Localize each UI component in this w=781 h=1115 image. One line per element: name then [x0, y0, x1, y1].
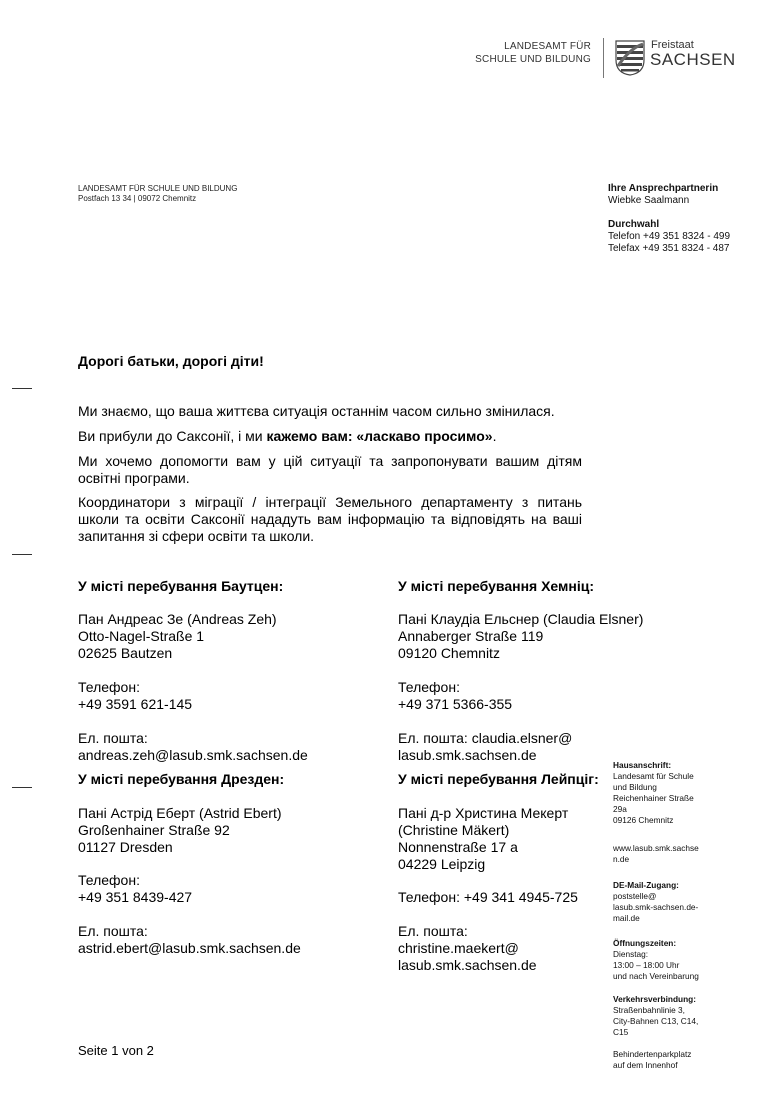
logo-divider [603, 38, 604, 78]
sidebar-hours-line: Dienstag: [613, 949, 649, 959]
leipzig-heading: У місті перебування Лейпціг: [398, 771, 599, 787]
chemnitz-phone: +49 371 5366-355 [398, 696, 513, 712]
direct-title: Durchwahl [608, 219, 660, 230]
contact-title: Ihre Ansprechpartnerin [608, 183, 719, 194]
contact-block [608, 183, 730, 255]
authority-name [475, 40, 591, 66]
sidebar-transport-title: Verkehrsverbindung: [613, 994, 696, 1004]
dresden-email-block [78, 923, 301, 957]
bautzen-email[interactable]: andreas.zeh@lasub.smk.sachsen.de [78, 747, 308, 763]
saxony-coat-of-arms-icon [615, 40, 645, 76]
sidebar-parking-line: Behindertenparkplatz [613, 1049, 692, 1059]
sidebar-demail-line[interactable]: lasub.smk-sachsen.de- [613, 902, 699, 912]
paragraph-2-text: Ви прибули до Саксонії, і ми [78, 428, 267, 444]
bautzen-name: Пан Андреас Зе (Andreas Zeh) [78, 611, 277, 627]
chemnitz-phone-block [398, 679, 512, 713]
sidebar-demail [613, 880, 713, 924]
sidebar-transport [613, 994, 713, 1038]
dresden-email[interactable]: astrid.ebert@lasub.smk.sachsen.de [78, 940, 301, 956]
sender-line-2: Postfach 13 34 | 09072 Chemnitz [78, 194, 197, 203]
sidebar-transport-line: C15 [613, 1027, 629, 1037]
sidebar-address-line: Landesamt für Schule [613, 771, 694, 781]
dresden-phone: +49 351 8439-427 [78, 889, 193, 905]
sidebar-demail-line[interactable]: mail.de [613, 913, 640, 923]
bautzen-city: 02625 Bautzen [78, 645, 173, 661]
page-number: Seite 1 von 2 [78, 1043, 154, 1058]
dresden-address [78, 805, 282, 856]
bautzen-street: Otto-Nagel-Straße 1 [78, 628, 205, 644]
paragraph-2 [78, 428, 582, 445]
leipzig-city: 04229 Leipzig [398, 856, 486, 872]
contact-fax: Telefax +49 351 8324 - 487 [608, 243, 730, 254]
fold-mark [12, 787, 32, 788]
leipzig-name: Пані д-р Христина Мекерт [398, 805, 569, 821]
sidebar-address-line: Reichenhainer Straße [613, 793, 694, 803]
sidebar-parking-line: auf dem Innenhof [613, 1060, 678, 1070]
sidebar-hours-line: 13:00 – 18:00 Uhr [613, 960, 680, 970]
freistaat-label: Freistaat [651, 39, 694, 51]
paragraph-3: Ми хочемо допомогти вам у цій ситуації та запропонувати вашим дітям освітні програми. [78, 453, 582, 486]
chemnitz-address [398, 611, 643, 662]
authority-line-2: SCHULE UND BILDUNG [475, 54, 591, 65]
leipzig-email-block [398, 923, 537, 974]
paragraph-2-bold: кажемо вам: «ласкаво просимо» [266, 428, 493, 444]
sidebar-transport-line: Straßenbahnlinie 3, [613, 1005, 685, 1015]
dresden-street: Großenhainer Straße 92 [78, 822, 230, 838]
sender-address [78, 184, 237, 204]
sidebar-address-line: 29a [613, 804, 627, 814]
leipzig-email-line-2[interactable]: lasub.smk.sachsen.de [398, 957, 537, 973]
dresden-phone-label: Телефон: [78, 872, 140, 888]
chemnitz-email-line-2[interactable]: lasub.smk.sachsen.de [398, 747, 537, 763]
sidebar-website-line[interactable]: n.de [613, 854, 630, 864]
sidebar-demail-line[interactable]: poststelle@ [613, 891, 657, 901]
chemnitz-phone-label: Телефон: [398, 679, 460, 695]
sidebar-hours-line: und nach Vereinbarung [613, 971, 699, 981]
sidebar-address [613, 760, 713, 826]
sidebar-hours-title: Öffnungszeiten: [613, 938, 677, 948]
greeting: Дорогі батьки, дорогі діти! [78, 353, 264, 369]
paragraph-4: Координатори з міграції / інтеграції Земельного департаменту з питань школи та освіти Саксонії нададуть вам інформацію та відповідять на ваші запитання зі сфери освіти та школи. [78, 494, 582, 544]
sidebar-parking [613, 1049, 713, 1071]
sidebar-address-line: und Bildung [613, 782, 657, 792]
paragraph-1: Ми знаємо, що ваша життєва ситуація останнім часом сильно змінилася. [78, 403, 555, 419]
dresden-name: Пані Астрід Еберт (Astrid Ebert) [78, 805, 282, 821]
contact-phone: Telefon +49 351 8324 - 499 [608, 231, 731, 242]
chemnitz-city: 09120 Chemnitz [398, 645, 500, 661]
sidebar-hours [613, 938, 713, 982]
sidebar-demail-title: DE-Mail-Zugang: [613, 880, 679, 890]
fold-mark [12, 554, 32, 555]
leipzig-name-latin: (Christine Mäkert) [398, 822, 510, 838]
authority-line-1: LANDESAMT FÜR [504, 41, 591, 52]
sidebar-website[interactable] [613, 843, 713, 865]
bautzen-phone-block [78, 679, 192, 713]
chemnitz-email-block [398, 730, 572, 764]
leipzig-street: Nonnenstraße 17 a [398, 839, 518, 855]
leipzig-email-line-1[interactable]: christine.maekert@ [398, 940, 519, 956]
contact-name: Wiebke Saalmann [608, 195, 690, 206]
sachsen-label: SACHSEN [650, 50, 736, 69]
bautzen-email-label: Ел. пошта: [78, 730, 148, 746]
leipzig-phone: Телефон: +49 341 4945-725 [398, 889, 578, 905]
sidebar-website-line[interactable]: www.lasub.smk.sachse [613, 843, 699, 853]
dresden-phone-block [78, 872, 192, 906]
sidebar-address-line: 09126 Chemnitz [613, 815, 674, 825]
dresden-city: 01127 Dresden [78, 839, 173, 855]
bautzen-phone: +49 3591 621-145 [78, 696, 193, 712]
bautzen-address [78, 611, 277, 662]
bautzen-phone-label: Телефон: [78, 679, 140, 695]
chemnitz-street: Annaberger Straße 119 [398, 628, 544, 644]
sidebar-transport-line: City-Bahnen C13, C14, [613, 1016, 699, 1026]
sender-line-1: LANDESAMT FÜR SCHULE UND BILDUNG [78, 184, 238, 193]
sidebar-address-title: Hausanschrift: [613, 760, 672, 770]
dresden-email-label: Ел. пошта: [78, 923, 148, 939]
bautzen-heading: У місті перебування Баутцен: [78, 578, 284, 594]
leipzig-email-label: Ел. пошта: [398, 923, 468, 939]
dresden-heading: У місті перебування Дрезден: [78, 771, 285, 787]
chemnitz-name: Пані Клаудіа Ельснер (Claudia Elsner) [398, 611, 644, 627]
chemnitz-email-line-1[interactable]: Ел. пошта: claudia.elsner@ [398, 730, 573, 746]
bautzen-email-block [78, 730, 308, 764]
paragraph-2-end: . [492, 428, 497, 444]
chemnitz-heading: У місті перебування Хемніц: [398, 578, 594, 594]
leipzig-address [398, 805, 568, 873]
fold-mark [12, 388, 32, 389]
